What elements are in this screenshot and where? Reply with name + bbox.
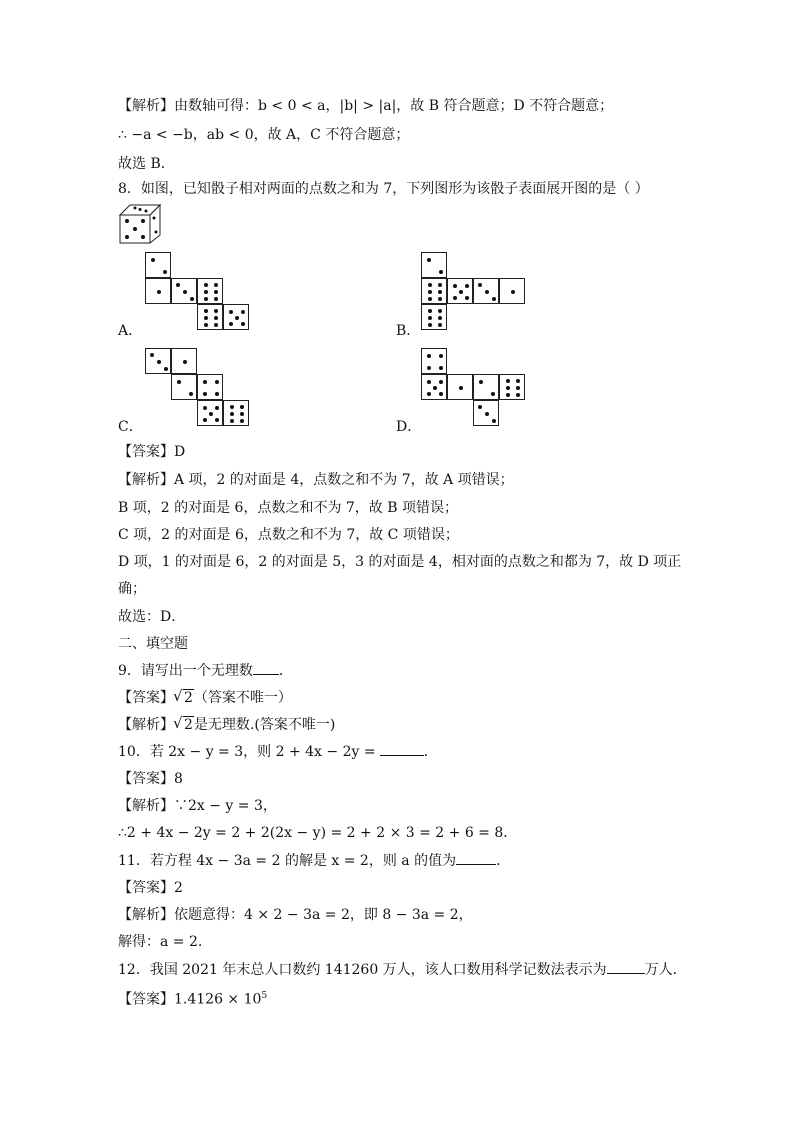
pip (428, 309, 432, 313)
pip (229, 310, 233, 314)
pip (438, 323, 442, 327)
question-12-end: 万人． (644, 962, 687, 978)
pip (215, 392, 219, 396)
pip (214, 323, 218, 327)
pip (516, 386, 520, 390)
pip (151, 258, 155, 262)
question-12 (118, 961, 687, 979)
die-face-6 (499, 374, 525, 400)
analysis-q10-line2: ∴2 + 4x − 2y = 2 + 2(2x − y) = 2 + 2 × 3 = 2 + 6 = 8． (118, 825, 518, 841)
option-a-label: A． (118, 323, 143, 339)
pip (491, 392, 495, 396)
question-11-end: ． (496, 853, 511, 869)
die-face-3 (473, 400, 499, 426)
pip (438, 290, 442, 294)
question-10-end: ． (423, 744, 438, 760)
pip (433, 386, 437, 390)
analysis-q10-line1: 【解析】∵2x − y = 3， (118, 798, 277, 814)
answer-blank (456, 852, 496, 865)
die-face-6 (421, 278, 447, 304)
pip (506, 393, 510, 397)
pip (183, 290, 187, 294)
pip (240, 412, 244, 416)
analysis-q7-line1: 【解析】由数轴可得：b < 0 < a，|b| > |a|，故 B 符合题意；D 不符合题意； (118, 98, 614, 114)
die-face-3 (145, 348, 171, 374)
dice-3d-illustration (118, 203, 164, 245)
sqrt-radicand: 2 (184, 690, 193, 706)
answer-q9-label: 【答案】 (118, 690, 174, 706)
pip (157, 360, 161, 364)
pip (214, 309, 218, 313)
pip (427, 380, 431, 384)
pip (204, 309, 208, 313)
die-face-2 (145, 252, 171, 278)
pip (485, 412, 489, 416)
question-9-text: 9．请写出一个无理数 (118, 663, 253, 679)
section-fill-in: 二、填空题 (118, 636, 188, 652)
option-b-label: B． (396, 323, 421, 339)
question-9-end: ． (278, 663, 293, 679)
sqrt-radicand: 2 (184, 717, 193, 733)
analysis-q8-line5: 确； (118, 581, 146, 597)
answer-q12-exponent: 5 (261, 991, 268, 1001)
option-d-label: D． (396, 419, 422, 435)
sqrt-symbol (174, 716, 194, 734)
pip (215, 418, 219, 422)
pip (203, 418, 207, 422)
pip (215, 406, 219, 410)
answer-q10: 【答案】8 (118, 771, 183, 787)
pip (459, 386, 463, 390)
die-face-2 (473, 374, 499, 400)
question-12-text: 12．我国 2021 年末总人口数约 141260 万人，该人口数用科学记数法表示为 (118, 962, 607, 978)
analysis-q7-line2: ∴ −a < −b，ab < 0，故 A，C 不符合题意； (118, 127, 410, 143)
pip (439, 380, 443, 384)
pip (215, 380, 219, 384)
pip (240, 419, 244, 423)
pip (214, 297, 218, 301)
pip (204, 297, 208, 301)
answer-q12 (118, 987, 267, 1009)
answer-q8: 【答案】D (118, 444, 186, 460)
pip (240, 405, 244, 409)
pip (506, 379, 510, 383)
pip (230, 405, 234, 409)
pip (427, 354, 431, 358)
answer-q9-note: （答案不唯一） (193, 690, 292, 706)
analysis-q11-line1: 【解析】依题意得：4 × 2 − 3a = 2，即 8 − 3a = 2， (118, 907, 473, 923)
pip (459, 290, 463, 294)
die-face-5 (447, 278, 473, 304)
pip (230, 419, 234, 423)
pip (439, 270, 443, 274)
pip (428, 323, 432, 327)
die-face-5 (223, 304, 249, 330)
pip (230, 412, 234, 416)
die-face-6 (421, 304, 447, 330)
pip (439, 354, 443, 358)
pip (427, 258, 431, 262)
pip (209, 412, 213, 416)
question-10 (118, 743, 438, 761)
pip (204, 316, 208, 320)
question-11 (118, 852, 510, 870)
pip (203, 392, 207, 396)
pip (511, 290, 515, 294)
pip (214, 316, 218, 320)
die-face-6 (197, 278, 223, 304)
pip (465, 296, 469, 300)
pip (438, 309, 442, 313)
pip (189, 392, 193, 396)
pip (183, 360, 187, 364)
analysis-q8-line3: C 项，2 的对面是 6，点数之和不为 7，故 C 项错误； (118, 527, 459, 543)
pip (235, 316, 239, 320)
analysis-q7-line3: 故选 B． (118, 156, 175, 172)
pip (439, 366, 443, 370)
die-face-4 (197, 374, 223, 400)
answer-q12-text: 【答案】1.4126 × 10 (118, 991, 262, 1008)
pip (157, 290, 161, 294)
question-11-text: 11．若方程 4x − 3a = 2 的解是 x = 2，则 a 的值为 (118, 853, 457, 869)
die-face-3 (473, 278, 499, 304)
die-face-2 (171, 374, 197, 400)
pip (150, 353, 154, 357)
pip (177, 380, 181, 384)
pip (427, 366, 431, 370)
pip (428, 316, 432, 320)
analysis-q9-text: 是无理数.(答案不唯一) (193, 717, 336, 733)
pip (438, 316, 442, 320)
question-10-text: 10．若 2x − y = 3，则 2 + 4x − 2y = (118, 744, 376, 760)
die-face-5 (421, 374, 447, 400)
pip (438, 283, 442, 287)
pip (485, 290, 489, 294)
pip (516, 379, 520, 383)
die-face-3 (171, 278, 197, 304)
pip (439, 392, 443, 396)
pip (465, 284, 469, 288)
pip (438, 297, 442, 301)
pip (427, 392, 431, 396)
answer-q11: 【答案】2 (118, 880, 183, 896)
pip (479, 380, 483, 384)
pip (204, 290, 208, 294)
pip (428, 283, 432, 287)
pip (453, 296, 457, 300)
pip (241, 310, 245, 314)
pip (163, 270, 167, 274)
die-face-6 (197, 304, 223, 330)
pip (214, 290, 218, 294)
pip (214, 283, 218, 287)
die-face-2 (421, 252, 447, 278)
pip (229, 322, 233, 326)
pip (428, 290, 432, 294)
die-face-1 (447, 374, 473, 400)
analysis-q9-label: 【解析】 (118, 717, 174, 733)
pip (204, 283, 208, 287)
analysis-q8-line2: B 项，2 的对面是 6，点数之和不为 7，故 B 项错误； (118, 500, 458, 516)
pip (506, 386, 510, 390)
question-8: 8．如图，已知骰子相对两面的点数之和为 7，下列图形为该骰子表面展开图的是（ ） (118, 181, 649, 197)
pip (190, 297, 194, 301)
pip (492, 297, 496, 301)
pip (492, 419, 496, 423)
die-face-4 (421, 348, 447, 374)
die-face-1 (145, 278, 171, 304)
sqrt-symbol (174, 689, 194, 707)
die-face-5 (197, 400, 223, 426)
pip (241, 322, 245, 326)
pip (164, 367, 168, 371)
answer-blank (380, 743, 424, 756)
analysis-q8-line1: 【解析】A 项，2 的对面是 4，点数之和不为 7，故 A 项错误； (118, 472, 514, 488)
die-face-6 (223, 400, 249, 426)
pip (516, 393, 520, 397)
analysis-q8-line4: D 项，1 的对面是 6，2 的对面是 5，3 的对面是 4，相对面的点数之和都为 7，故 D 项正 (118, 554, 682, 570)
option-c-label: C． (118, 419, 143, 435)
pip (176, 283, 180, 287)
pip (204, 323, 208, 327)
analysis-q9 (118, 716, 335, 734)
pip (453, 284, 457, 288)
question-9 (118, 662, 293, 680)
die-face-1 (171, 348, 197, 374)
pip (478, 405, 482, 409)
analysis-q11-line2: 解得：a = 2. (118, 934, 203, 950)
answer-blank (253, 662, 279, 675)
answer-blank (607, 961, 645, 974)
analysis-q8-line6: 故选：D． (118, 609, 186, 625)
pip (203, 406, 207, 410)
die-face-1 (499, 278, 525, 304)
pip (428, 297, 432, 301)
pip (203, 380, 207, 384)
pip (478, 283, 482, 287)
answer-q9 (118, 689, 292, 707)
